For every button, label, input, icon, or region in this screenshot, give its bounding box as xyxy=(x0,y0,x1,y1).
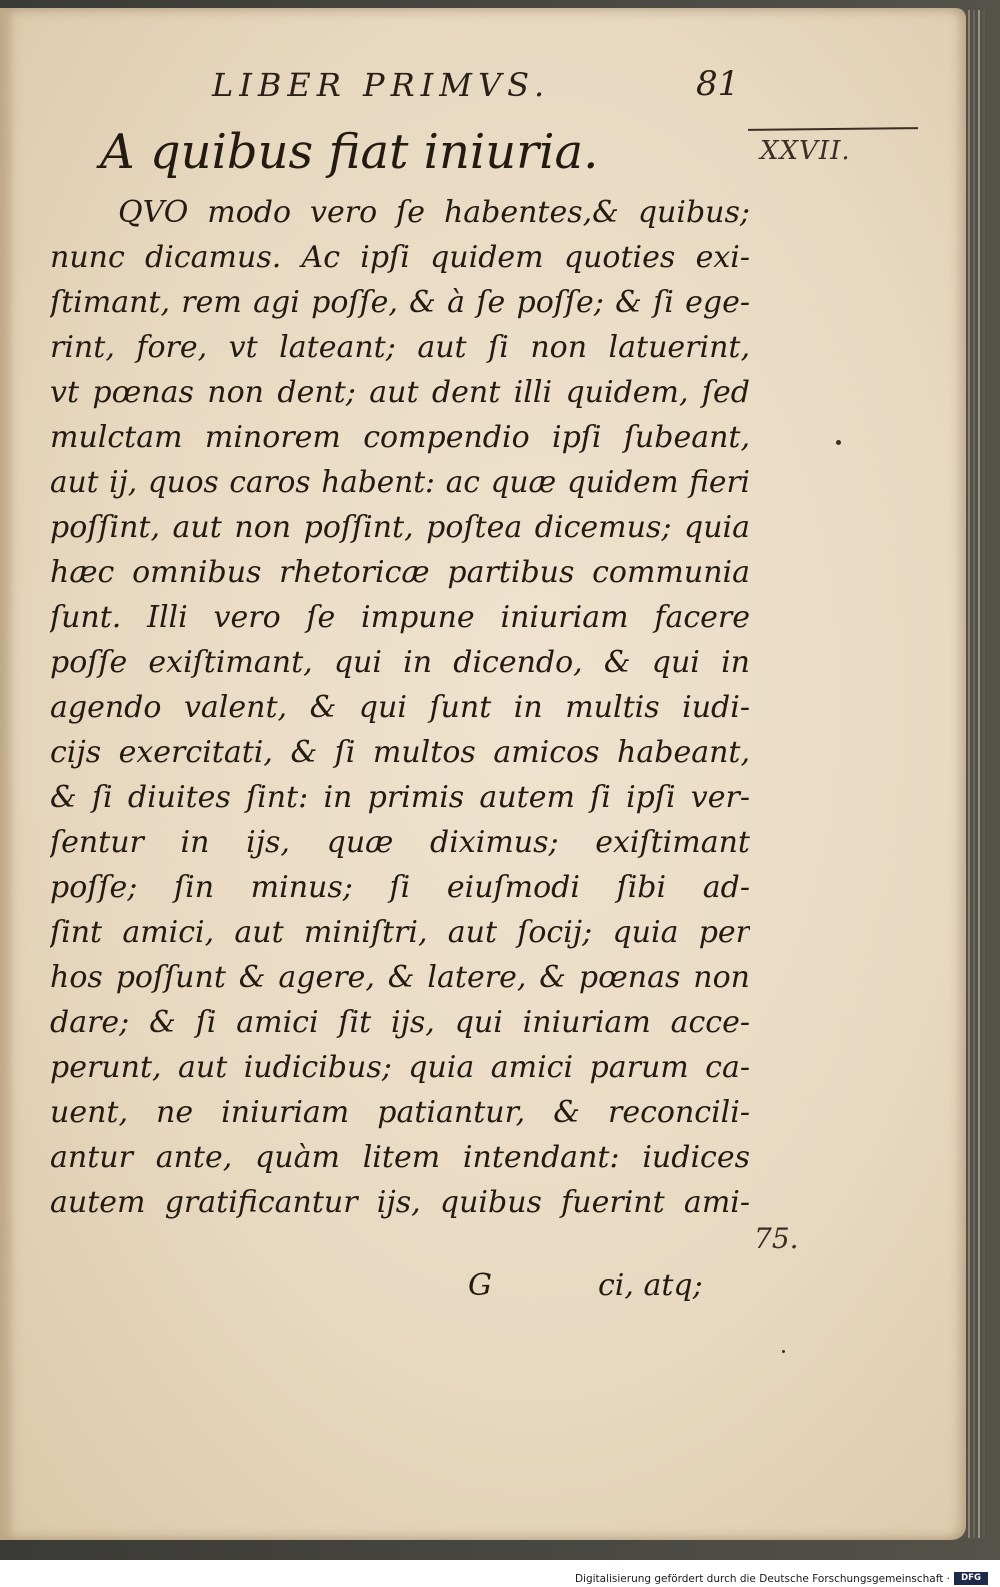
margin-chapter-number: XXVII. xyxy=(760,136,851,166)
text-line: autem gratificantur ijs, quibus fuerint ami- xyxy=(50,1185,750,1220)
margin-line-number: 75. xyxy=(754,1222,799,1255)
text-line: cijs exercitati, & ſi multos amicos habeant, xyxy=(50,735,750,770)
text-line: hos poſſunt & agere, & latere, & pœnas non xyxy=(50,960,750,995)
page-edge xyxy=(978,10,980,1538)
text-line: ſint amici, aut miniſtri, aut ſocij; quia per xyxy=(50,915,750,950)
text-line: perunt, aut iudicibus; quia amici parum ca- xyxy=(50,1050,750,1085)
text-line: ſunt. Illi vero ſe impune iniuriam facere xyxy=(50,600,750,635)
catchword: ci, atq; xyxy=(598,1268,703,1303)
page-number: 81 xyxy=(696,64,740,104)
text-line: nunc dicamus. Ac ipſi quidem quoties exi- xyxy=(50,240,750,275)
text-line: rint, fore, vt lateant; aut ſi non latuerint, xyxy=(50,330,750,365)
page-edge xyxy=(968,10,970,1538)
text-line: hæc omnibus rhetoricæ partibus communia xyxy=(50,555,750,590)
dfg-logo: DFG xyxy=(954,1572,988,1585)
text-line: ſentur in ijs, quæ diximus; exiſtimant xyxy=(50,825,750,860)
text-line: agendo valent, & qui ſunt in multis iudi- xyxy=(50,690,750,725)
text-line: mulctam minorem compendio ipſi ſubeant, xyxy=(50,420,750,455)
running-head: LIBER PRIMVS. xyxy=(212,66,551,104)
page-gutter-shadow xyxy=(0,8,14,1540)
text-line: dare; & ſi amici ſit ijs, qui iniuriam acce- xyxy=(50,1005,750,1040)
text-line: ſtimant, rem agi poſſe, & à ſe poſſe; & ſi ege- xyxy=(50,285,750,320)
text-line: uent, ne iniuriam patiantur, & reconcili- xyxy=(50,1095,750,1130)
ink-speck xyxy=(836,440,841,445)
text-line: poſſe; ſin minus; ſi eiuſmodi ſibi ad- xyxy=(50,870,750,905)
ink-speck xyxy=(782,1350,785,1353)
signature-mark: G xyxy=(468,1268,492,1303)
body-text xyxy=(50,190,750,1225)
page-edge xyxy=(973,10,975,1538)
text-line: antur ante, quàm litem intendant: iudices xyxy=(50,1140,750,1175)
text-line: poſſint, aut non poſſint, poſtea dicemus; quia xyxy=(50,510,750,545)
text-line: & ſi diuites ſint: in primis autem ſi ipſi ver- xyxy=(50,780,750,815)
text-line: poſſe exiſtimant, qui in dicendo, & qui in xyxy=(50,645,750,680)
text-line: QVO modo vero ſe habentes,& quibus; xyxy=(118,195,750,230)
text-line: vt pœnas non dent; aut dent illi quidem, ſed xyxy=(50,375,750,410)
page-edge xyxy=(983,10,985,1538)
text-line: aut ij, quos caros habent: ac quæ quidem fieri xyxy=(50,465,750,499)
chapter-title: A quibus fiat iniuria. xyxy=(100,124,599,180)
funding-credit: Digitalisierung gefördert durch die Deutsche Forschungsgemeinschaft · xyxy=(574,1573,950,1585)
